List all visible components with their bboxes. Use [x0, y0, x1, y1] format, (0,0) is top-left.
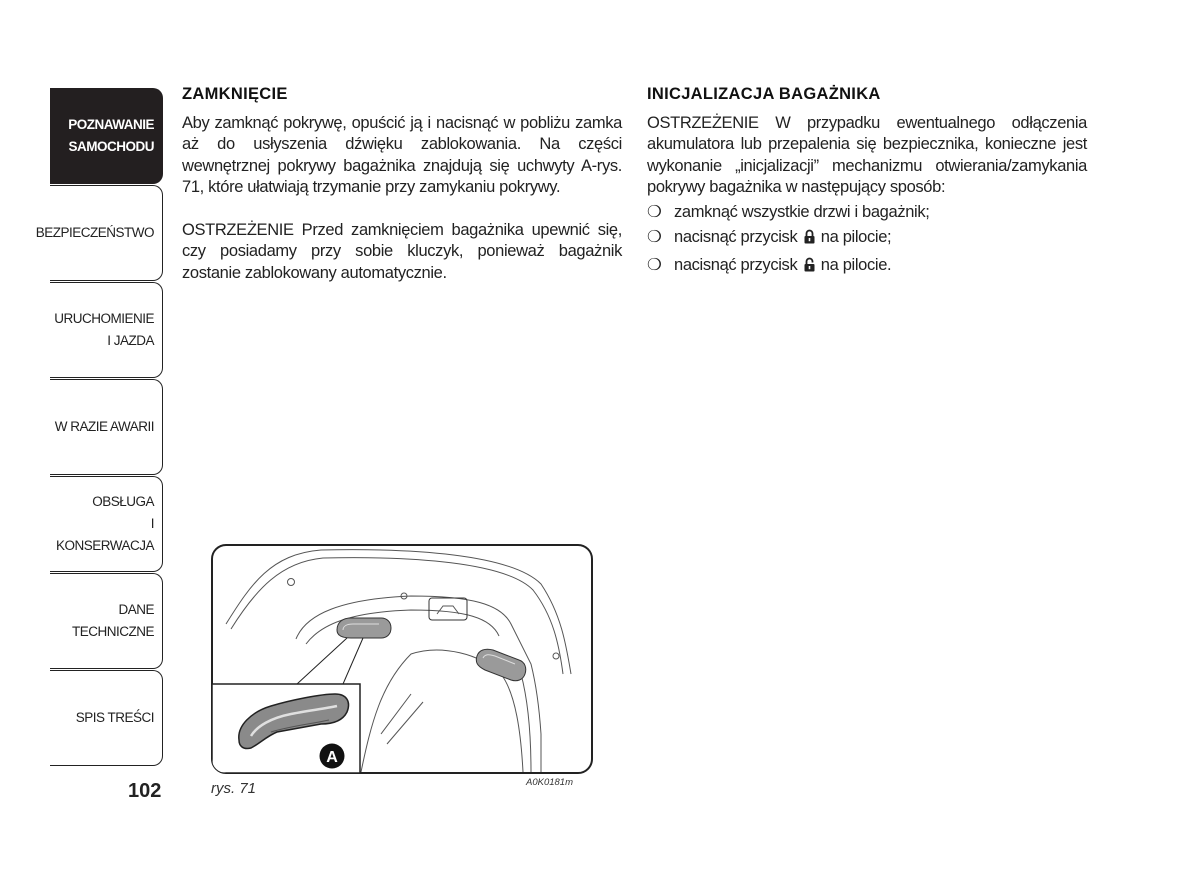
paragraph-closing-instructions: Aby zamknąć pokrywę, opuścić ją i nacisnąć w pobliżu zamka aż do usłyszenia dźwięku zablokowania. Na części wewnętrznej pokrywy bagażnika znajdują się uchwyty A-rys. 71, które ułatwiają trzymanie przy zamykaniu pokrywy. [182, 113, 622, 196]
initialization-steps-list [647, 202, 1087, 279]
list-item [647, 202, 1087, 224]
trunk-lid-illustration [211, 544, 593, 774]
left-column [182, 84, 622, 284]
figure-code: A0K0181m [526, 777, 574, 788]
section-heading-inicjalizacja: INICJALIZACJA BAGAŻNIKA [647, 85, 881, 103]
step-text-suffix: na pilocie; [816, 228, 892, 246]
lock-closed-icon [804, 229, 815, 251]
paragraph-initialization-warning: OSTRZEŻENIE W przypadku ewentualnego odłączenia akumulatora lub przepalenia się bezpiecznika, konieczne jest wykonanie „inicjalizacji” mechanizmu otwierania/zamykania pokrywy bagażnika w następujący sposób: [647, 113, 1087, 196]
step-text: nacisnąć przycisk [674, 228, 802, 246]
figure-trunk-lid-handles [211, 544, 593, 774]
callout-a-label: A [326, 749, 338, 766]
list-item [647, 255, 1087, 279]
figure-caption: rys. 71 [211, 780, 257, 797]
step-text-suffix: na pilocie. [816, 255, 892, 274]
bullet-circle-icon: ❍ [647, 228, 662, 246]
sidebar-tab-bezpieczenstwo[interactable]: BEZPIECZEŃSTWO [50, 185, 163, 281]
list-item [647, 227, 1087, 251]
page-number: 102 [128, 780, 162, 802]
sidebar-tab-dane-techniczne[interactable]: DANE TECHNICZNE [50, 573, 163, 669]
bullet-circle-icon: ❍ [647, 202, 662, 221]
sidebar-tab-uruchomienie-i-jazda[interactable]: URUCHOMIENIE I JAZDA [50, 282, 163, 378]
sidebar-tab-poznawanie-samochodu[interactable]: POZNAWANIE SAMOCHODU [50, 88, 163, 184]
right-column [647, 84, 1087, 282]
bullet-circle-icon: ❍ [647, 255, 662, 274]
sidebar-tab-w-razie-awarii[interactable]: W RAZIE AWARII [50, 379, 163, 475]
sidebar-tab-spis-tresci[interactable]: SPIS TREŚCI [50, 670, 163, 766]
step-text: nacisnąć przycisk [674, 255, 802, 274]
lock-open-icon [804, 257, 815, 279]
step-text: zamknąć wszystkie drzwi i bagażnik; [674, 202, 930, 221]
section-heading-zamkniecie: ZAMKNIĘCIE [182, 85, 288, 103]
sidebar-tab-obsluga-i-konserwacja[interactable]: OBSŁUGA I KONSERWACJA [50, 476, 163, 572]
paragraph-warning-key: OSTRZEŻENIE Przed zamknięciem bagażnika upewnić się, czy posiadamy przy sobie kluczyk, ponieważ bagażnik zostanie zablokowany automatycznie. [182, 220, 622, 282]
